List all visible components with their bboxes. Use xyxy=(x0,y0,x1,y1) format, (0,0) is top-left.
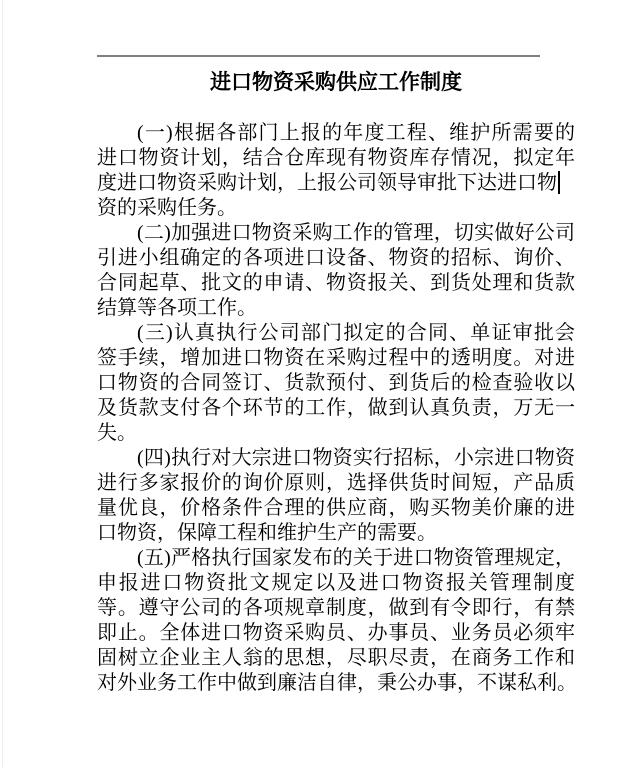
paragraph xyxy=(97,546,575,696)
text-line[interactable]: 资的采购任务。 xyxy=(97,197,237,219)
header-divider-rule xyxy=(97,55,540,57)
text-line[interactable]: 等。遵守公司的各项规章制度，做到有令即行，有禁 xyxy=(97,597,575,619)
paragraph xyxy=(97,221,575,321)
text-line[interactable]: (二)加强进口物资采购工作的管理，切实做好公司 xyxy=(137,222,575,244)
page-left-edge xyxy=(2,0,3,767)
text-line[interactable]: (四)执行对大宗进口物资实行招标，小宗进口物资 xyxy=(137,447,575,469)
text-line[interactable]: (三)认真执行公司部门拟定的合同、单证审批会 xyxy=(137,322,575,344)
text-cursor xyxy=(558,171,560,194)
text-line[interactable]: 对外业务工作中做到廉洁自律，秉公办事，不谋私利。 xyxy=(97,672,577,694)
text-line[interactable]: 口物资，保障工程和维护生产的需要。 xyxy=(97,522,437,544)
paragraph xyxy=(97,446,575,546)
text-line[interactable]: (五)严格执行国家发布的关于进口物资管理规定， xyxy=(137,547,575,569)
paragraph xyxy=(97,121,575,221)
text-line[interactable]: 申报进口物资批文规定以及进口物资报关管理制度 xyxy=(97,572,575,594)
text-line[interactable]: 签手续，增加进口物资在采购过程中的透明度。对进 xyxy=(97,347,575,369)
text-line[interactable]: 结算等各项工作。 xyxy=(97,297,257,319)
text-line[interactable]: 度进口物资采购计划，上报公司领导审批下达进口物 xyxy=(97,171,575,196)
text-line[interactable]: 固树立企业主人翁的思想，尽职尽责，在商务工作和 xyxy=(97,647,575,669)
text-line[interactable]: 进行多家报价的询价原则，选择供货时间短，产品质 xyxy=(97,472,575,494)
text-line[interactable]: 即止。全体进口物资采购员、办事员、业务员必须牢 xyxy=(97,622,575,644)
text-line[interactable]: 及货款支付各个环节的工作，做到认真负责，万无一 xyxy=(97,397,575,419)
text-line[interactable]: 失。 xyxy=(97,422,137,444)
document-title: 进口物资采购供应工作制度 xyxy=(210,71,462,94)
text-line[interactable]: 引进小组确定的各项进口设备、物资的招标、询价、 xyxy=(97,247,575,269)
paragraph xyxy=(97,321,575,446)
text-line[interactable]: 进口物资计划，结合仓库现有物资库存情况，拟定年 xyxy=(97,147,575,169)
text-line[interactable]: 量优良，价格条件合理的供应商，购买物美价廉的进 xyxy=(97,497,575,519)
text-line[interactable]: 口物资的合同签订、货款预付、到货后的检查验收以 xyxy=(97,372,575,394)
document-body[interactable] xyxy=(97,121,575,696)
text-line[interactable]: (一)根据各部门上报的年度工程、维护所需要的 xyxy=(137,122,575,144)
text-line[interactable]: 合同起草、批文的申请、物资报关、到货处理和货款 xyxy=(97,272,575,294)
